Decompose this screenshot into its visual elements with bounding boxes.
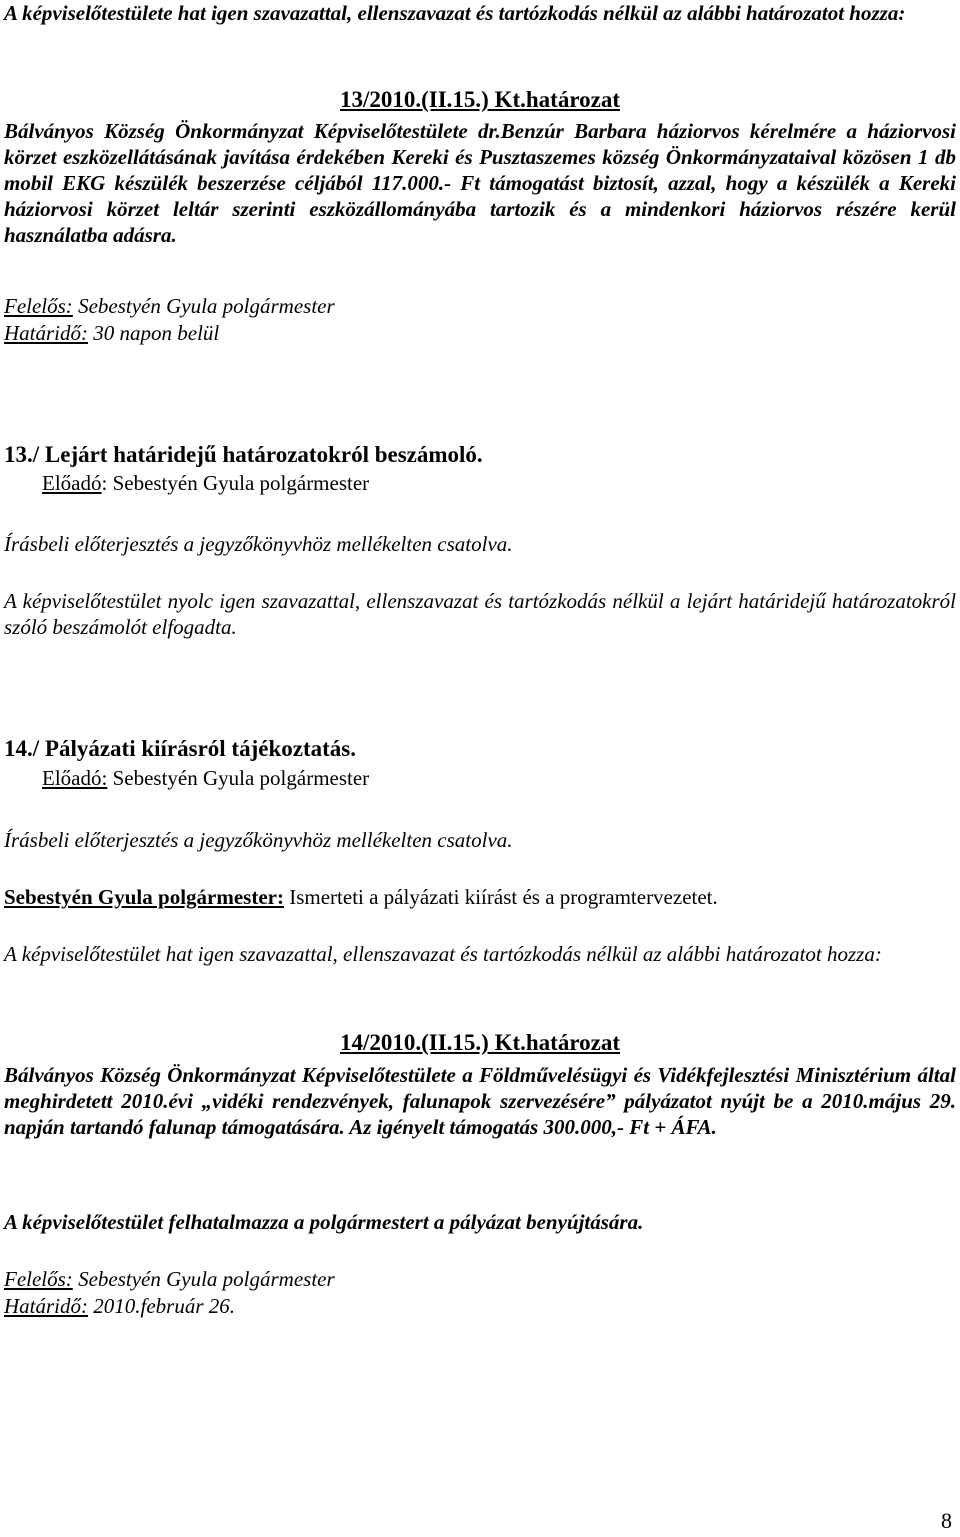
responsible-value: Sebestyén Gyula polgármester [72,1267,335,1291]
agenda-item-13-title: 13./ Lejárt határidejű határozatokról beszámoló. [4,442,483,467]
speaker-label: Sebestyén Gyula polgármester: [4,885,284,909]
agenda-item-13-attachment: Írásbeli előterjesztés a jegyzőkönyvhöz mellékelten csatolva. [4,532,513,556]
presenter-label: Előadó: [42,766,108,790]
presenter-value: Sebestyén Gyula polgármester [107,766,370,790]
resolution-14-number: 14/2010.(II.15.) Kt.határozat [339,1030,621,1055]
agenda-item-14-attachment: Írásbeli előterjesztés a jegyzőkönyvhöz mellékelten csatolva. [4,828,513,852]
presenter-value: : Sebestyén Gyula polgármester [101,471,370,495]
agenda-item-14-vote: A képviselőtestület hat igen szavazattal, ellenszavazat és tartózkodás nélkül az alábbi határozatot hozza: [4,942,882,966]
agenda-item-14-title: 14./ Pályázati kiírásról tájékoztatás. [4,736,356,761]
page-number: 8 [941,1508,952,1533]
resolution-14-responsible [4,1266,956,1292]
resolution-14-deadline [4,1293,956,1319]
resolution-13-deadline [4,320,956,346]
responsible-label: Felelős: [4,294,73,318]
resolution-13-number: 13/2010.(II.15.) Kt.határozat [339,87,621,112]
agenda-item-14-speaker [4,884,956,910]
resolution-13-responsible [4,293,956,319]
speaker-text: Ismerteti a pályázati kiírást és a programtervezetet. [283,885,718,909]
deadline-label: Határidő: [4,1294,88,1318]
vote-statement-1: A képviselőtestülete hat igen szavazattal, ellenszavazat és tartózkodás nélkül az alábbi határozatot hozza: [4,1,906,25]
deadline-value: 2010.február 26. [88,1294,235,1318]
agenda-item-13-vote: A képviselőtestület nyolc igen szavazattal, ellenszavazat és tartózkodás nélkül a lejárt határidejű határozatokról szóló beszámolót elfogadta. [4,589,956,639]
deadline-label: Határidő: [4,321,88,345]
responsible-value: Sebestyén Gyula polgármester [72,294,335,318]
resolution-14-body: Bálványos Község Önkormányzat Képviselőtestülete a Földművelésügyi és Vidékfejlesztési Minisztérium által meghirdetett 2010.évi „vidéki rendezvények, falunapok szervezésére” pályázatot nyújt be a 2010.május 29. napján tartandó falunap támogatására. Az igényelt támogatás 300.000,- Ft + ÁFA. [4,1063,956,1139]
presenter-label: Előadó [42,471,102,495]
agenda-item-13-presenter [4,470,956,496]
resolution-14-authorization: A képviselőtestület felhatalmazza a polgármestert a pályázat benyújtására. [4,1210,644,1234]
resolution-13-body: Bálványos Község Önkormányzat Képviselőtestülete dr.Benzúr Barbara háziorvos kérelmére a háziorvosi körzet eszközellátásának javítása érdekében Kereki és Pusztaszemes község Önkormányzataival közösen 1 db mobil EKG készülék beszerzése céljából 117.000.- Ft támogatást biztosít, azzal, hogy a készülék a Kereki háziorvosi körzet leltár szerinti eszközállományába tartozik és a mindenkori háziorvos részére kerül használatba adásra. [4,119,956,247]
deadline-value: 30 napon belül [88,321,220,345]
responsible-label: Felelős: [4,1267,73,1291]
agenda-item-14-presenter [4,765,956,791]
